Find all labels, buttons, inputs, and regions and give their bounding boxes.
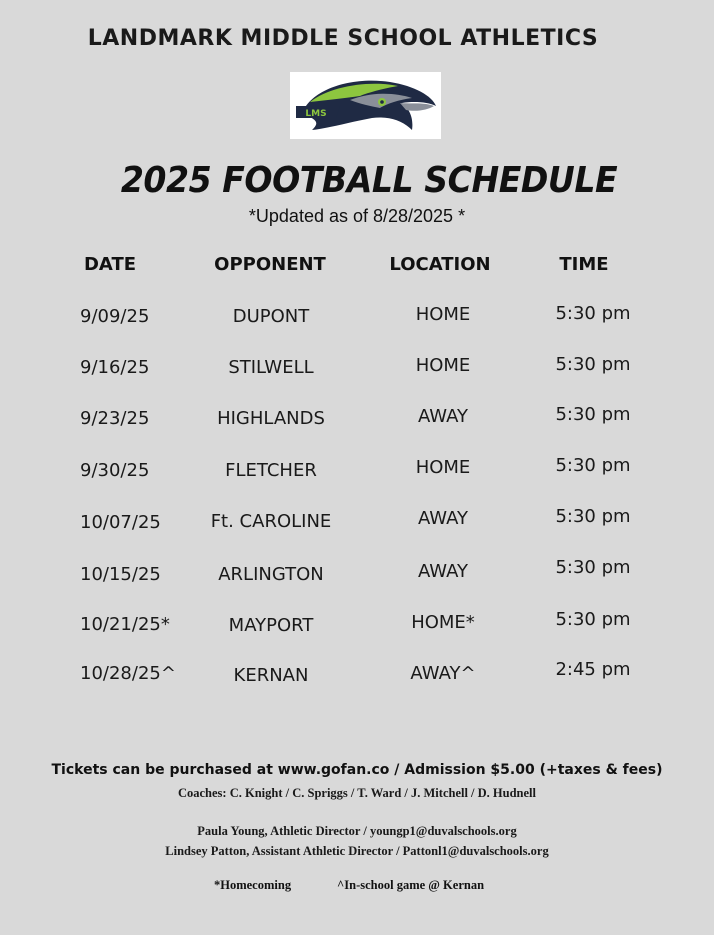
game-time: 5:30 pm — [555, 609, 631, 630]
game-opponent: HIGHLANDS — [217, 408, 325, 429]
game-date: 9/30/25 — [80, 460, 150, 481]
game-opponent: Ft. CAROLINE — [210, 511, 332, 532]
game-time: 2:45 pm — [555, 659, 631, 680]
athletic-director: Paula Young, Athletic Director / youngp1@duvalschools.org — [197, 824, 517, 838]
game-time: 5:30 pm — [555, 404, 631, 425]
game-opponent: DUPONT — [232, 306, 310, 327]
game-date: 10/15/25 — [80, 564, 161, 585]
game-date: 9/23/25 — [80, 408, 150, 429]
seahawk-logo-icon — [290, 72, 441, 139]
game-opponent: KERNAN — [233, 665, 309, 686]
in-school-game-note: ^In-school game @ Kernan — [337, 878, 485, 892]
assistant-athletic-director: Lindsey Patton, Assistant Athletic Director / Pattonl1@duvalschools.org — [165, 844, 549, 858]
page-title: 2025 FOOTBALL SCHEDULE — [120, 160, 618, 201]
game-location: AWAY — [417, 508, 469, 529]
column-header-time: TIME — [559, 254, 609, 275]
game-opponent: FLETCHER — [225, 460, 317, 481]
game-date: 9/16/25 — [80, 357, 150, 378]
updated-note: *Updated as of 8/28/2025 * — [248, 206, 466, 226]
game-location: HOME — [415, 355, 471, 376]
ticket-info: Tickets can be purchased at www.gofan.co / Admission $5.00 (+taxes & fees) — [51, 762, 663, 778]
seahawk-logo — [290, 72, 441, 139]
game-location: HOME — [415, 457, 471, 478]
game-time: 5:30 pm — [555, 354, 631, 375]
game-location: HOME — [415, 304, 471, 325]
game-time: 5:30 pm — [555, 455, 631, 476]
game-opponent: ARLINGTON — [218, 564, 324, 585]
game-time: 5:30 pm — [555, 557, 631, 578]
school-name: LANDMARK MIDDLE SCHOOL ATHLETICS — [87, 26, 599, 51]
homecoming-note: *Homecoming — [214, 878, 292, 892]
column-header-location: LOCATION — [389, 254, 491, 275]
game-time: 5:30 pm — [555, 506, 631, 527]
game-date: 10/28/25^ — [80, 663, 176, 684]
game-opponent: STILWELL — [228, 357, 314, 378]
game-location: HOME* — [411, 612, 475, 633]
column-header-opponent: OPPONENT — [214, 254, 326, 275]
game-location: AWAY — [417, 561, 469, 582]
game-location: AWAY^ — [410, 663, 476, 684]
coaches-list: Coaches: C. Knight / C. Spriggs / T. Ward / J. Mitchell / D. Hudnell — [177, 786, 537, 800]
game-time: 5:30 pm — [555, 303, 631, 324]
game-location: AWAY — [417, 406, 469, 427]
column-header-date: DATE — [83, 254, 137, 275]
game-date: 10/21/25* — [80, 614, 170, 635]
game-opponent: MAYPORT — [228, 615, 314, 636]
logo-lettering: LMS — [305, 109, 327, 119]
game-date: 10/07/25 — [80, 512, 161, 533]
game-date: 9/09/25 — [80, 306, 150, 327]
